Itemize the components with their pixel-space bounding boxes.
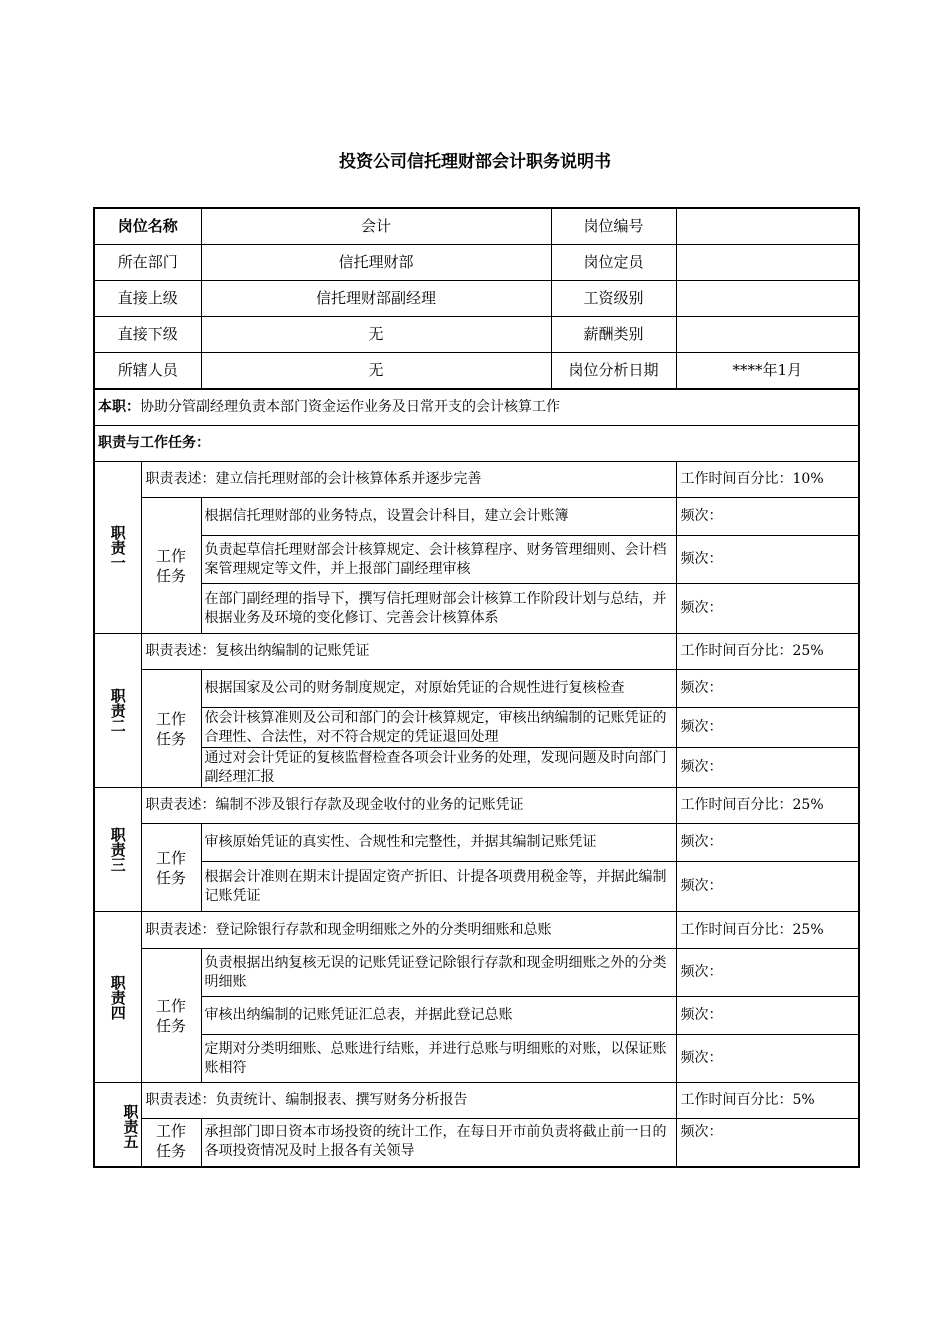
task-text: 负责起草信托理财部会计核算规定、会计核算程序、财务管理细则、会计档案管理规定等文件，并上报部门副经理审核 bbox=[201, 536, 676, 584]
duty-time-percent: 工作时间百分比：25% bbox=[676, 788, 859, 824]
info-label: 所辖人员 bbox=[94, 353, 201, 390]
frequency-label: 频次： bbox=[676, 670, 859, 708]
info-label-2: 岗位分析日期 bbox=[551, 353, 676, 390]
info-row bbox=[94, 353, 859, 390]
info-label: 岗位名称 bbox=[94, 208, 201, 245]
frequency-label: 频次： bbox=[676, 498, 859, 536]
duty-time-percent: 工作时间百分比：5% bbox=[676, 1083, 859, 1119]
duty-description: 职责表述：负责统计、编制报表、撰写财务分析报告 bbox=[141, 1083, 676, 1119]
task-text: 根据国家及公司的财务制度规定，对原始凭证的合规性进行复核检查 bbox=[201, 670, 676, 708]
info-label-2: 岗位定员 bbox=[551, 245, 676, 281]
info-label-2: 工资级别 bbox=[551, 281, 676, 317]
task-row bbox=[94, 748, 859, 788]
frequency-label: 频次： bbox=[676, 584, 859, 634]
frequency-label: 频次： bbox=[676, 949, 859, 997]
duty-time-percent: 工作时间百分比：25% bbox=[676, 634, 859, 670]
task-text: 定期对分类明细账、总账进行结账，并进行总账与明细账的对账，以保证账账相符 bbox=[201, 1035, 676, 1083]
duty-desc-row bbox=[94, 634, 859, 670]
info-row bbox=[94, 281, 859, 317]
info-value: 信托理财部副经理 bbox=[201, 281, 551, 317]
frequency-label: 频次： bbox=[676, 1035, 859, 1083]
duty-desc-row bbox=[94, 462, 859, 498]
task-text: 根据会计准则在期末计提固定资产折旧、计提各项费用税金等，并据此编制记账凭证 bbox=[201, 862, 676, 912]
info-row bbox=[94, 317, 859, 353]
task-row bbox=[94, 584, 859, 634]
job-description-table bbox=[93, 207, 860, 1168]
info-label-2: 薪酬类别 bbox=[551, 317, 676, 353]
info-label: 直接上级 bbox=[94, 281, 201, 317]
task-row bbox=[94, 1035, 859, 1083]
task-text: 负责根据出纳复核无误的记账凭证登记除银行存款和现金明细账之外的分类明细账 bbox=[201, 949, 676, 997]
task-text: 在部门副经理的指导下，撰写信托理财部会计核算工作阶段计划与总结，并根据业务及环境的变化修订、完善会计核算体系 bbox=[201, 584, 676, 634]
duty-name: 职责一 bbox=[94, 462, 141, 634]
task-row bbox=[94, 949, 859, 997]
task-label: 工作任务 bbox=[141, 498, 201, 634]
info-row bbox=[94, 208, 859, 245]
task-text: 依会计核算准则及公司和部门的会计核算规定，审核出纳编制的记账凭证的合理性、合法性，对不符合规定的凭证退回处理 bbox=[201, 708, 676, 748]
frequency-label: 频次： bbox=[676, 748, 859, 788]
duty-name: 职责三 bbox=[94, 788, 141, 912]
info-value-2: ****年1月 bbox=[676, 353, 859, 390]
main-duty-text: 协助分管副经理负责本部门资金运作业务及日常开支的会计核算工作 bbox=[140, 399, 560, 415]
task-label: 工作任务 bbox=[141, 949, 201, 1083]
info-value: 无 bbox=[201, 353, 551, 390]
info-label: 所在部门 bbox=[94, 245, 201, 281]
duty-name: 职责二 bbox=[94, 634, 141, 788]
duty-description: 职责表述：建立信托理财部的会计核算体系并逐步完善 bbox=[141, 462, 676, 498]
frequency-label: 频次： bbox=[676, 536, 859, 584]
task-text: 审核原始凭证的真实性、合规性和完整性，并据其编制记账凭证 bbox=[201, 824, 676, 862]
duty-desc-row bbox=[94, 788, 859, 824]
task-row bbox=[94, 862, 859, 912]
task-row bbox=[94, 498, 859, 536]
duty-description: 职责表述：登记除银行存款和现金明细账之外的分类明细账和总账 bbox=[141, 912, 676, 949]
duty-desc-row bbox=[94, 1083, 859, 1119]
main-duty bbox=[94, 389, 859, 426]
tasks-header: 职责与工作任务： bbox=[94, 426, 859, 462]
frequency-label: 频次： bbox=[676, 708, 859, 748]
duty-name: 职责五 bbox=[94, 1083, 141, 1167]
info-value-2 bbox=[676, 245, 859, 281]
frequency-label: 频次： bbox=[676, 997, 859, 1035]
info-value: 无 bbox=[201, 317, 551, 353]
duty-description: 职责表述：复核出纳编制的记账凭证 bbox=[141, 634, 676, 670]
duty-time-percent: 工作时间百分比：10% bbox=[676, 462, 859, 498]
task-text: 通过对会计凭证的复核监督检查各项会计业务的处理，发现问题及时向部门副经理汇报 bbox=[201, 748, 676, 788]
duty-description: 职责表述：编制不涉及银行存款及现金收付的业务的记账凭证 bbox=[141, 788, 676, 824]
frequency-label: 频次： bbox=[676, 1119, 859, 1167]
info-label-2: 岗位编号 bbox=[551, 208, 676, 245]
task-label: 工作任务 bbox=[141, 670, 201, 788]
main-duty-row bbox=[94, 389, 859, 426]
info-value-2 bbox=[676, 281, 859, 317]
document-title: 投资公司信托理财部会计职务说明书 bbox=[339, 152, 611, 172]
duty-desc-row bbox=[94, 912, 859, 949]
info-row bbox=[94, 245, 859, 281]
task-text: 承担部门即日资本市场投资的统计工作，在每日开市前负责将截止前一日的各项投资情况及时上报各有关领导 bbox=[201, 1119, 676, 1167]
info-value-2 bbox=[676, 317, 859, 353]
duty-time-percent: 工作时间百分比：25% bbox=[676, 912, 859, 949]
info-label: 直接下级 bbox=[94, 317, 201, 353]
task-row bbox=[94, 536, 859, 584]
task-text: 审核出纳编制的记账凭证汇总表，并据此登记总账 bbox=[201, 997, 676, 1035]
frequency-label: 频次： bbox=[676, 862, 859, 912]
task-label: 工作任务 bbox=[141, 1119, 201, 1167]
task-text: 根据信托理财部的业务特点，设置会计科目，建立会计账簿 bbox=[201, 498, 676, 536]
task-row bbox=[94, 997, 859, 1035]
frequency-label: 频次： bbox=[676, 824, 859, 862]
task-row bbox=[94, 708, 859, 748]
tasks-header-row bbox=[94, 426, 859, 462]
task-row bbox=[94, 824, 859, 862]
duty-name: 职责四 bbox=[94, 912, 141, 1083]
task-label: 工作任务 bbox=[141, 824, 201, 912]
main-duty-label: 本职： bbox=[98, 399, 140, 415]
task-row bbox=[94, 670, 859, 708]
info-value: 会计 bbox=[201, 208, 551, 245]
task-row bbox=[94, 1119, 859, 1167]
info-value-2 bbox=[676, 208, 859, 245]
info-value: 信托理财部 bbox=[201, 245, 551, 281]
